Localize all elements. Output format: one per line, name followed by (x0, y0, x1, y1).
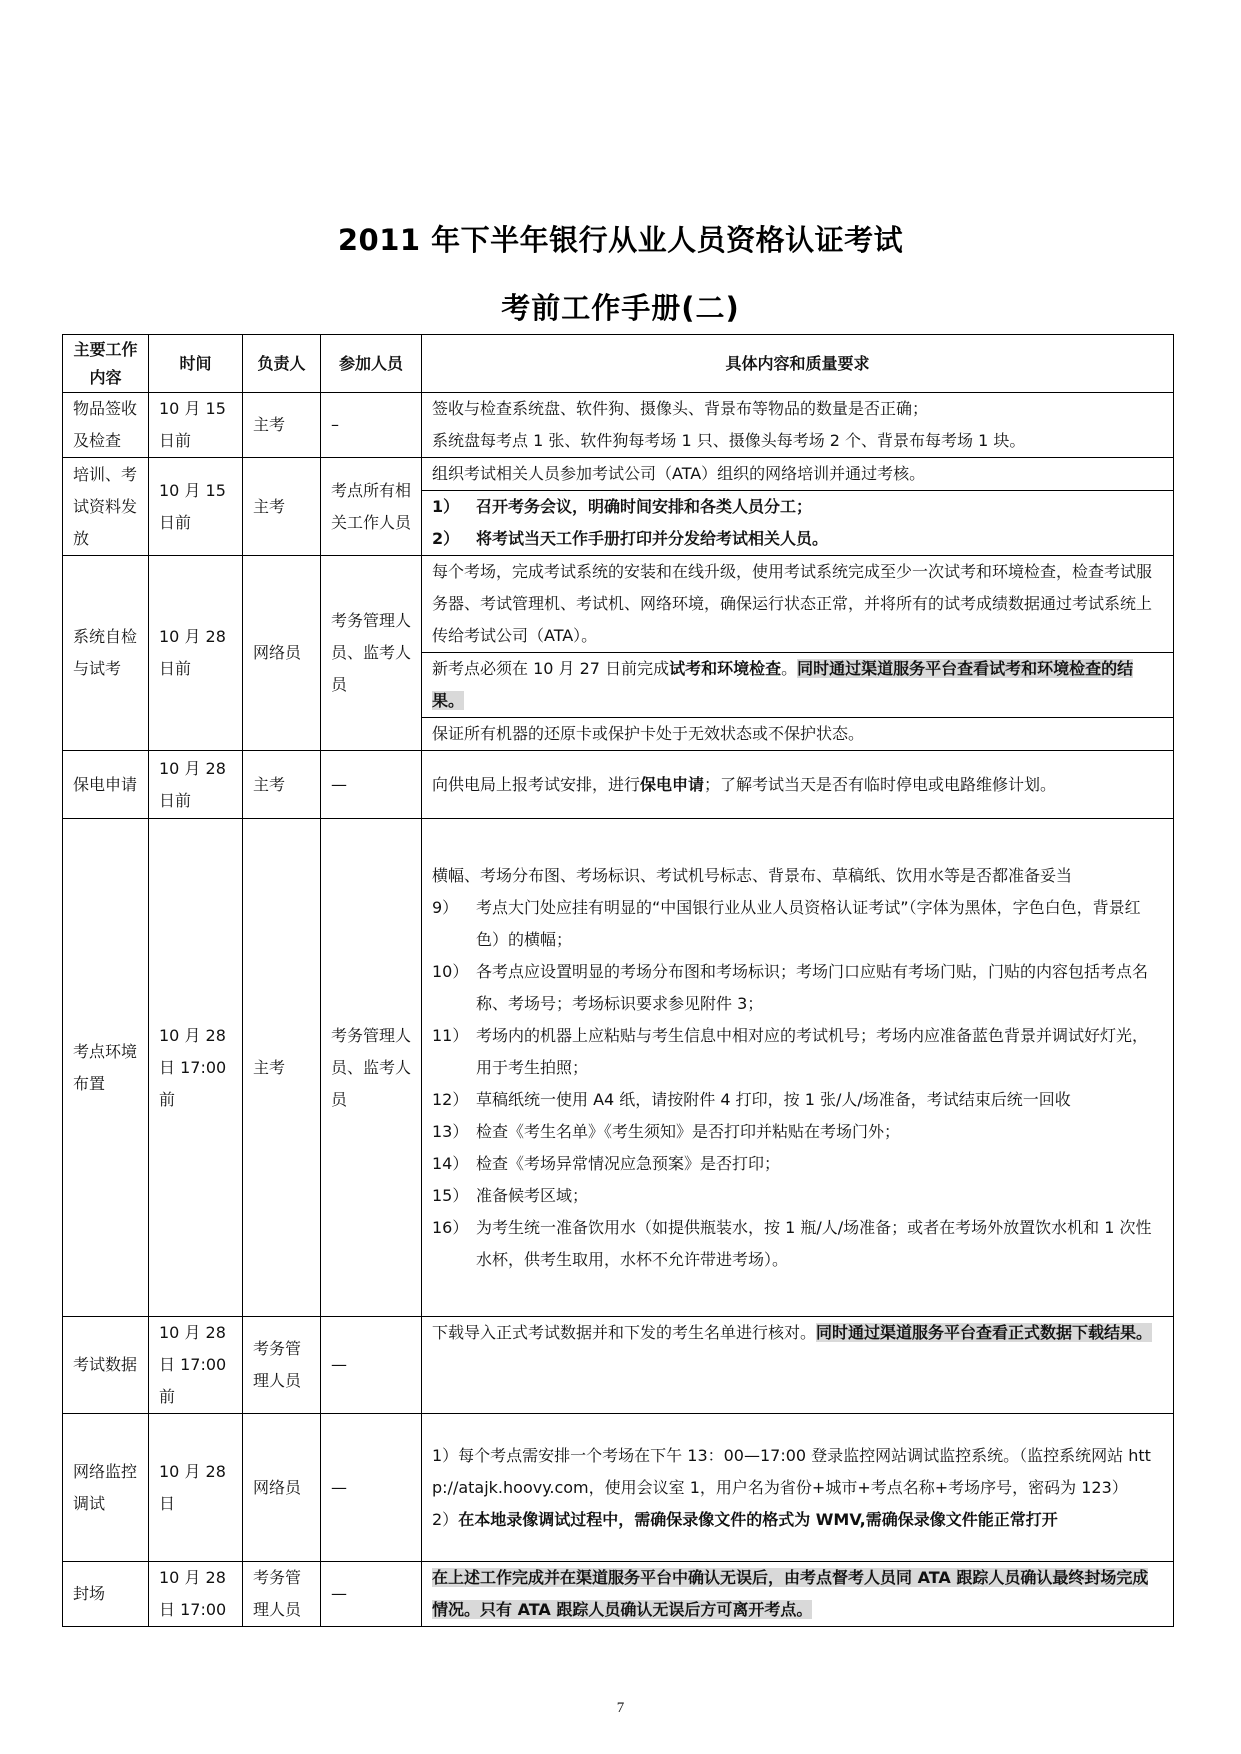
document-subtitle: 考前工作手册(二) (501, 291, 740, 325)
cell-owner: 主考 (243, 819, 321, 1317)
table-row (63, 751, 1174, 819)
cell-requirements (422, 751, 1174, 819)
header-requirements: 具体内容和质量要求 (422, 335, 1174, 393)
cell-task: 考试数据 (63, 1317, 149, 1414)
cell-task: 物品签收及检查 (63, 393, 149, 458)
cell-requirements (422, 458, 1174, 491)
cell-owner: 主考 (243, 751, 321, 819)
list-text: 检查《考生名单》《考生须知》是否打印并粘贴在考场门外； (476, 1121, 901, 1141)
requirement-line: 组织考试相关人员参加考试公司（ATA）组织的网络培训并通过考核。 (432, 464, 926, 483)
list-item (432, 1148, 1163, 1180)
work-plan-table (62, 334, 1174, 1627)
requirement-intro: 横幅、考场分布图、考场标识、考试机号标志、背景布、草稿纸、饮用水等是否都准备妥当 (432, 865, 1073, 885)
cell-requirements (422, 1414, 1174, 1562)
cell-requirements: 每个考场，完成考试系统的安装和在线升级，使用考试系统完成至少一次试考和环境检查，检查考试服务器、考试管理机、考试机、网络环境，确保运行状态正常，并将所有的试考成绩数据通过考试系统上传给考试公司（ATA）。 (422, 556, 1174, 653)
cell-participants: — (321, 1562, 422, 1627)
requirement-text: 。 (781, 659, 798, 678)
cell-owner: 考务管理人员 (243, 1317, 321, 1414)
list-item (432, 1084, 1163, 1116)
requirement-line: 系统盘每考点 1 张、软件狗每考场 1 只、摄像头每考场 2 个、背景布每考场 1 块。 (432, 431, 1026, 450)
cell-owner: 主考 (243, 393, 321, 458)
list-number: 2） (432, 1509, 459, 1529)
cell-task: 培训、考试资料发放 (63, 458, 149, 556)
cell-time: 10 月 15 日前 (149, 393, 243, 458)
requirement-text: 1）每个考点需安排一个考场在下午 13：00—17:00 登录监控网站调试监控系统。（监控系统网站 http://atajk.hoovy.com，使用会议室 1，用户名为省份+城市+考点名称+考场序号，密码为 123） (432, 1445, 1151, 1497)
list-number: 12） (432, 1089, 469, 1109)
requirement-text: ；了解考试当天是否有临时停电或电路维修计划。 (704, 774, 1057, 794)
requirement-text: 下载导入正式考试数据并和下发的考生名单进行核对。 (432, 1323, 817, 1342)
list-number: 9） (432, 897, 459, 917)
cell-time: 10 月 15 日前 (149, 458, 243, 556)
requirement-bold-line (432, 1504, 1163, 1536)
cell-participants: 考务管理人员、监考人员 (321, 556, 422, 751)
list-number: 11） (432, 1025, 469, 1045)
cell-participants: — (321, 751, 422, 819)
page-number: 7 (616, 1700, 625, 1716)
list-text: 为考生统一准备饮用水（如提供瓶装水，按 1 瓶/人/场准备；或者在考场外放置饮水机和 1 次性水杯，供考生取用，水杯不允许带进考场）。 (476, 1217, 1152, 1269)
list-item (432, 1180, 1163, 1212)
list-text: 各考点应设置明显的考场分布图和考场标识；考场门口应贴有考场门贴，门贴的内容包括考点名称、考场号；考场标识要求参见附件 3； (476, 961, 1149, 1013)
requirement-bold: 保电申请 (640, 774, 705, 794)
cell-requirements (422, 393, 1174, 458)
table-row (63, 1414, 1174, 1562)
cell-participants: 考务管理人员、监考人员 (321, 819, 422, 1317)
table-row (63, 556, 1174, 653)
list-number: 15） (432, 1185, 469, 1205)
list-item (432, 956, 1163, 1020)
cell-requirements-list (422, 491, 1174, 556)
list-text: 考点大门处应挂有明显的“中国银行业从业人员资格认证考试”（字体为黑体，字色白色，背景红色）的横幅； (476, 897, 1141, 949)
requirement-highlight: 同时通过渠道服务平台查看正式数据下载结果。 (816, 1323, 1153, 1342)
cell-participants: — (321, 1414, 422, 1562)
table-header-row (63, 335, 1174, 393)
requirement-bold: 试考和环境检查 (669, 659, 782, 678)
cell-time: 10 月 28 日前 (149, 751, 243, 819)
requirement-text: 向供电局上报考试安排，进行 (432, 774, 641, 794)
table-row (63, 393, 1174, 458)
header-participants: 参加人员 (321, 335, 422, 393)
list-number: 16） (432, 1217, 469, 1237)
list-number: 2） (432, 529, 460, 548)
header-owner: 负责人 (243, 335, 321, 393)
cell-owner: 考务管理人员 (243, 1562, 321, 1627)
table-row (63, 1562, 1174, 1627)
cell-time: 10 月 28 日 17:00 (149, 1562, 243, 1627)
list-text: 检查《考场异常情况应急预案》是否打印； (476, 1153, 781, 1173)
list-item (432, 892, 1163, 956)
requirement-bold: 在本地录像调试过程中，需确保录像文件的格式为 WMV,需确保录像文件能正常打开 (458, 1509, 1058, 1529)
document-title: 2011 年下半年银行从业人员资格认证考试 (337, 223, 904, 257)
cell-task: 考点环境布置 (63, 819, 149, 1317)
list-text: 考场内的机器上应粘贴与考生信息中相对应的考试机号；考场内应准备蓝色背景并调试好灯光，用于考生拍照； (476, 1025, 1149, 1077)
cell-owner: 主考 (243, 458, 321, 556)
list-item (432, 491, 1163, 523)
requirement-highlight: 同时通过渠道服务平台查看试考和环境检查的结果。 (432, 659, 1134, 710)
list-item (432, 1020, 1163, 1084)
table-row (63, 819, 1174, 1317)
cell-requirements (422, 819, 1174, 1317)
list-number: 13） (432, 1121, 469, 1141)
cell-participants: – (321, 393, 422, 458)
header-task: 主要工作内容 (63, 335, 149, 393)
cell-owner: 网络员 (243, 556, 321, 751)
requirement-highlight: 在上述工作完成并在渠道服务平台中确认无误后，由考点督考人员同 ATA 跟踪人员确认最终封场完成情况。只有 ATA 跟踪人员确认无误后方可离开考点。 (432, 1568, 1149, 1619)
cell-owner: 网络员 (243, 1414, 321, 1562)
header-time: 时间 (149, 335, 243, 393)
requirement-line: 签收与检查系统盘、软件狗、摄像头、背景布等物品的数量是否正确； (432, 399, 929, 418)
cell-time: 10 月 28 日 17:00 前 (149, 1317, 243, 1414)
cell-requirements: 保证所有机器的还原卡或保护卡处于无效状态或不保护状态。 (422, 718, 1174, 751)
cell-task: 保电申请 (63, 751, 149, 819)
list-text: 召开考务会议，明确时间安排和各类人员分工； (476, 497, 813, 516)
list-text: 将考试当天工作手册打印并分发给考试相关人员。 (476, 529, 829, 548)
cell-time: 10 月 28 日 (149, 1414, 243, 1562)
list-item (432, 1212, 1163, 1276)
table-row (63, 1317, 1174, 1414)
cell-task: 封场 (63, 1562, 149, 1627)
cell-task: 系统自检与试考 (63, 556, 149, 751)
cell-time: 10 月 28 日前 (149, 556, 243, 751)
list-number: 10） (432, 961, 469, 981)
list-item (432, 523, 1163, 555)
cell-task: 网络监控调试 (63, 1414, 149, 1562)
list-text: 准备候考区域； (476, 1185, 589, 1205)
cell-participants: — (321, 1317, 422, 1414)
cell-participants: 考点所有相关工作人员 (321, 458, 422, 556)
list-item (432, 1116, 1163, 1148)
cell-requirements (422, 1562, 1174, 1627)
list-number: 1） (432, 497, 460, 516)
requirement-text: 新考点必须在 10 月 27 日前完成 (432, 659, 670, 678)
list-text: 草稿纸统一使用 A4 纸，请按附件 4 打印，按 1 张/人/场准备，考试结束后统一回收 (476, 1089, 1071, 1109)
cell-requirements (422, 653, 1174, 718)
cell-requirements (422, 1317, 1174, 1414)
cell-time: 10 月 28 日 17:00 前 (149, 819, 243, 1317)
list-number: 14） (432, 1153, 469, 1173)
table-row (63, 458, 1174, 491)
